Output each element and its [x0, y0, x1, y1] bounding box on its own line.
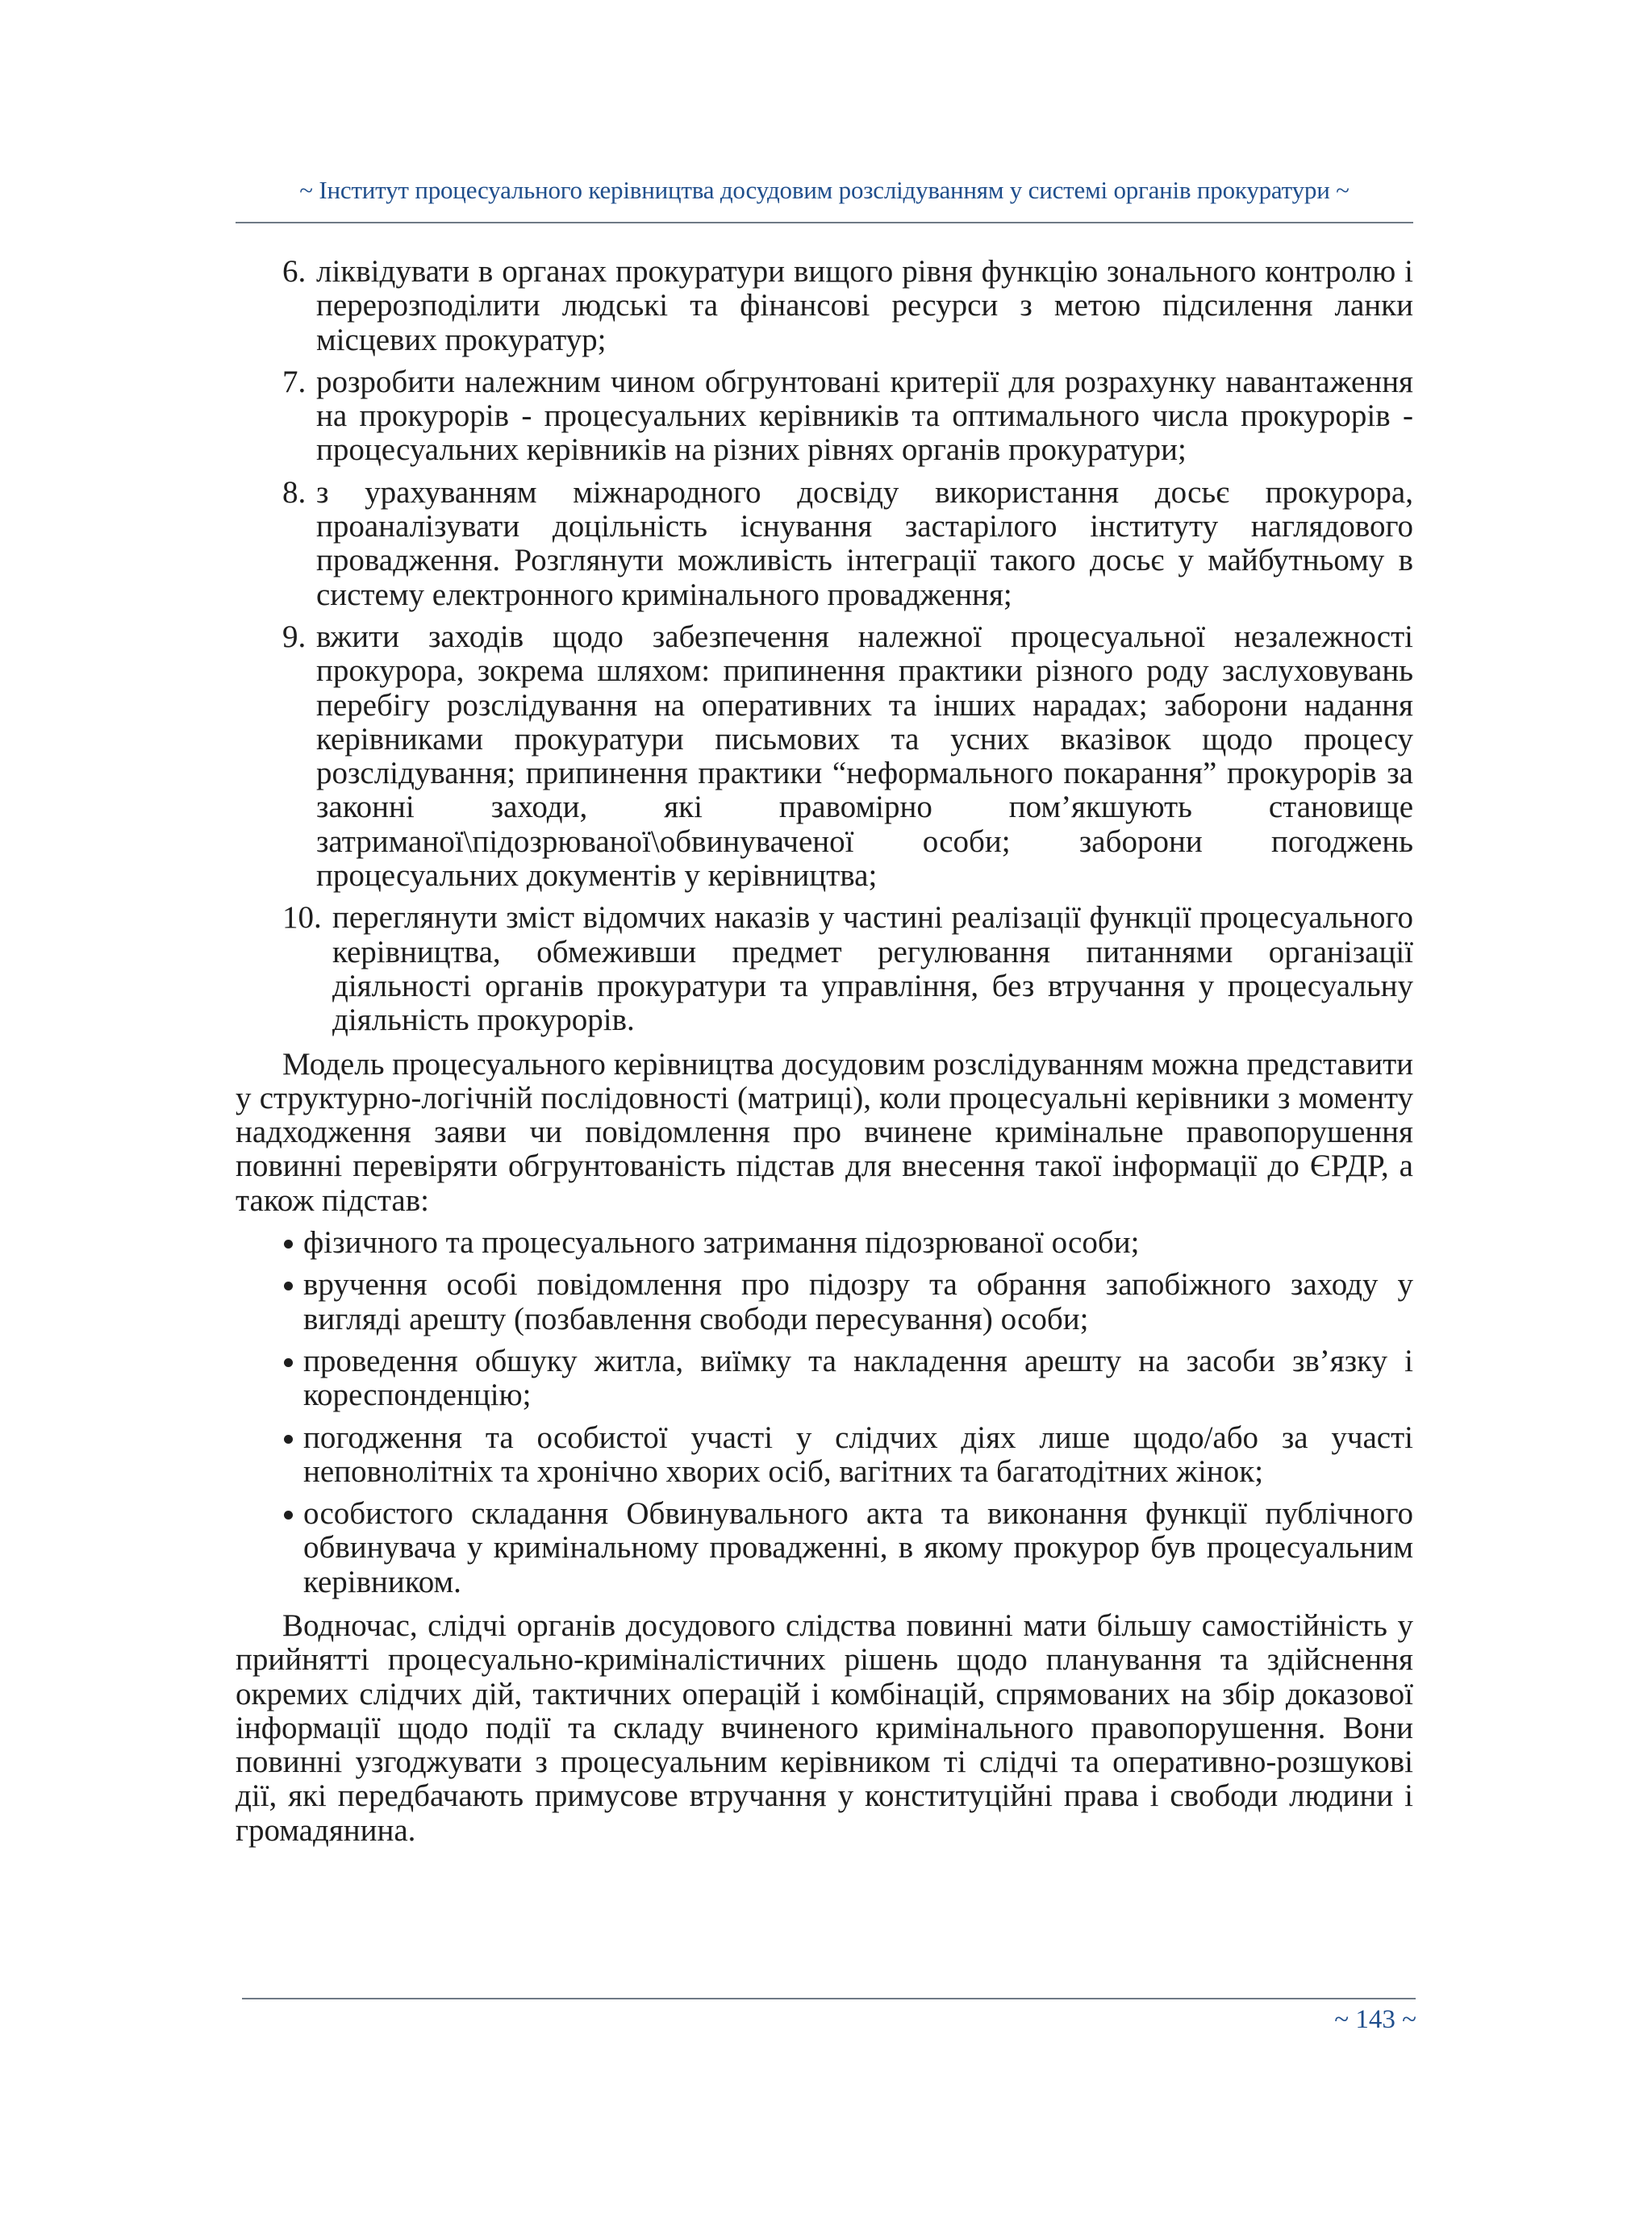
item-number: 8.: [282, 474, 307, 510]
item-text: переглянути зміст відомчих наказів у частині реалізації функції процесуального керівництва, обмеживши предмет регулювання питаннями організації діяльності органів прокуратури та управління, без втручання у процесуальну діяльність прокурорів.: [332, 900, 1413, 1038]
item-number: 6.: [282, 254, 307, 289]
item-number: 10.: [282, 900, 322, 936]
footer-rule: [242, 1998, 1416, 1999]
bullet-item: [236, 1226, 1413, 1260]
item-text: вжити заходів щодо забезпечення належної процесуальної незалежності прокурора, зокрема шляхом: припинення практики різного роду заслуховувань перебігу розслідування на оперативних та інших нарадах; заборони надання керівниками прокуратури письмових та усних вказівок щодо процесу розслідування; припинення практики “неформального покарання” прокурорів за законні заходи, які правомірно пом’якшують становище затриманої\підозрюваної\обвинуваченої особи; заборони погоджень процесуальних документів у керівництва;: [316, 619, 1413, 894]
bullet-text: погодження та особистої участі у слідчих діях лише щодо/або за участі неповнолітніх та хронічно хворих осіб, вагітних та багатодітних жінок;: [303, 1420, 1413, 1489]
numbered-item: [236, 365, 1413, 468]
bullet-dot-icon: [284, 1282, 293, 1290]
bullet-dot-icon: [284, 1511, 293, 1520]
page-number: ~ 143 ~: [1334, 2005, 1416, 2034]
bullet-dot-icon: [284, 1240, 293, 1249]
bullet-item: [236, 1421, 1413, 1490]
item-text: ліквідувати в органах прокуратури вищого рівня функцію зонального контролю і перерозподілити людські та фінансові ресурси з метою підсилення ланки місцевих прокуратур;: [316, 254, 1413, 357]
bullet-text: фізичного та процесуального затримання підозрюваної особи;: [303, 1225, 1140, 1261]
bullet-dot-icon: [284, 1358, 293, 1367]
bullet-item: [236, 1497, 1413, 1599]
bullet-text: проведення обшуку житла, виїмку та накладення арешту на засоби зв’язку і кореспонденцію;: [303, 1343, 1413, 1413]
item-text: розробити належним чином обгрунтовані критерії для розрахунку навантаження на прокурорів - процесуальних керівників та оптимального числа прокурорів - процесуальних керівників на різних рівнях органів прокуратури;: [316, 364, 1413, 468]
numbered-item: [236, 620, 1413, 893]
bullet-item: [236, 1268, 1413, 1336]
running-header: ~ Інститут процесуального керівництва досудовим розслідуванням у системі органів прокуратури ~: [299, 176, 1350, 204]
numbered-item: [236, 255, 1413, 357]
bullet-text: вручення особі повідомлення про підозру та обрання запобіжного заходу у вигляді арешту (позбавлення свободи пересування) особи;: [303, 1267, 1413, 1336]
bullet-item: [236, 1345, 1413, 1413]
body-paragraph: Водночас, слідчі органів досудового слідства повинні мати більшу самостійність у прийнятті процесуально-криміналістичних рішень щодо планування та здійснення окремих слідчих дій, тактичних операцій і комбінацій, спрямованих на збір доказової інформації щодо події та складу вчиненого кримінального правопорушення. Вони повинні узгоджувати з процесуальним керівником ті слідчі та оперативно-розшукові дії, які передбачають примусове втручання у конституційні права і свободи людини і громадянина.: [236, 1607, 1413, 1848]
header-rule: [236, 222, 1413, 223]
numbered-item: [236, 901, 1413, 1037]
bullet-dot-icon: [284, 1435, 293, 1444]
item-number: 7.: [282, 364, 307, 399]
page-body: [236, 255, 1413, 1856]
item-number: 9.: [282, 619, 307, 654]
bullet-text: особистого складання Обвинувального акта та виконання функції публічного обвинувача у кримінальному провадженні, в якому прокурор був процесуальним керівником.: [303, 1496, 1413, 1599]
numbered-item: [236, 476, 1413, 612]
item-text: з урахуванням міжнародного досвіду використання досьє прокурора, проаналізувати доцільність існування застарілого інституту наглядового провадження. Розглянути можливість інтеграції такого досьє у майбутньому в систему електронного кримінального провадження;: [316, 474, 1413, 612]
body-paragraph: Модель процесуального керівництва досудовим розслідуванням можна представити у структурно-логічній послідовності (матриці), коли процесуальні керівники з моменту надходження заяви чи повідомлення про вчинене кримінальне правопорушення повинні перевіряти обгрунтованість підстав для внесення такої інформації до ЄРДР, а також підстав:: [236, 1046, 1413, 1218]
